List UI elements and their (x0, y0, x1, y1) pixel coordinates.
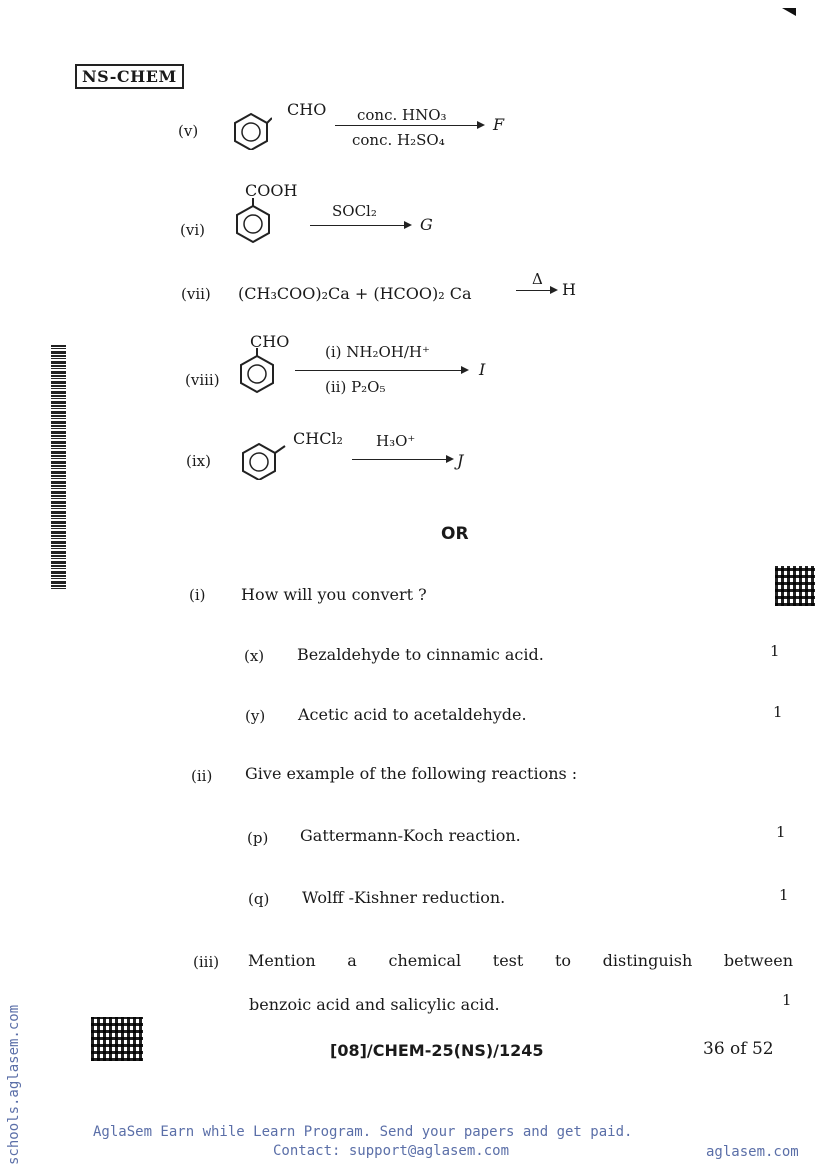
reaction-arrow (295, 370, 467, 371)
sub-question-number: (x) (244, 647, 265, 665)
reaction-number: (viii) (185, 371, 220, 389)
substituent-group: CHO (287, 100, 327, 119)
question-number: (i) (189, 586, 206, 604)
promo-line-1: AglaSem Earn while Learn Program. Send your papers and get paid. (93, 1124, 633, 1140)
product-label: H (562, 280, 576, 299)
sub-question-text: Gattermann-Koch reaction. (300, 826, 521, 845)
product-label: F (493, 115, 505, 134)
reagent-top: H₃O⁺ (376, 432, 416, 450)
sub-question-number: (p) (247, 829, 269, 847)
benzene-ring-icon (236, 348, 278, 394)
marks: 1 (773, 703, 783, 721)
promo-line-2: Contact: support@aglasem.com (273, 1143, 510, 1159)
reagent-top: SOCl₂ (332, 202, 377, 220)
marks: 1 (779, 886, 789, 904)
marks: 1 (782, 991, 792, 1009)
benzene-ring-icon (230, 110, 272, 150)
product-label: G (420, 215, 433, 234)
substituent-group: CHCl₂ (293, 429, 343, 448)
corner-mark (782, 8, 796, 16)
qr-code-icon (775, 566, 815, 606)
paper-code: [08]/CHEM-25(NS)/1245 (330, 1041, 544, 1060)
sub-question-number: (q) (248, 890, 270, 908)
reagent-top: (i) NH₂OH/H⁺ (325, 343, 430, 361)
marks: 1 (776, 823, 786, 841)
substituent-group: CHO (250, 332, 290, 351)
reaction-number: (vii) (181, 285, 211, 303)
marks: 1 (770, 642, 780, 660)
reagent-bottom: (ii) P₂O₅ (325, 378, 386, 396)
paper-tag: NS-CHEM (75, 64, 184, 89)
question-number: (ii) (191, 767, 213, 785)
reaction-number: (v) (178, 122, 199, 140)
reaction-arrow (335, 125, 483, 126)
reaction-number: (vi) (180, 221, 205, 239)
substituent-group: COOH (245, 181, 298, 200)
reaction-number: (ix) (186, 452, 211, 470)
reagent-top: conc. HNO₃ (357, 106, 447, 124)
sub-question-text: Acetic acid to acetaldehyde. (298, 705, 527, 724)
sub-question-text: Bezaldehyde to cinnamic acid. (297, 645, 544, 664)
benzene-ring-icon (232, 198, 274, 244)
sub-question-number: (y) (245, 707, 266, 725)
reagent-bottom: conc. H₂SO₄ (352, 131, 445, 149)
sub-question-text: Wolff -Kishner reduction. (302, 888, 506, 907)
page-number: 36 of 52 (703, 1039, 774, 1059)
reaction-arrow (310, 225, 410, 226)
side-watermark-url: schools.aglasem.com (6, 1004, 22, 1165)
reaction-arrow (516, 290, 556, 291)
reagent-top: Δ (532, 270, 543, 288)
product-label: I (479, 360, 486, 379)
qr-code-icon (91, 1017, 143, 1061)
site-link[interactable]: aglasem.com (706, 1144, 799, 1160)
question-text-line1: Mention a chemical test to distinguish between (248, 951, 793, 970)
question-text-line2: benzoic acid and salicylic acid. (249, 995, 500, 1014)
product-label: J (457, 451, 464, 470)
reactant-text: (CH₃COO)₂Ca + (HCOO)₂ Ca (238, 284, 472, 303)
side-barcode (51, 345, 66, 590)
benzene-ring-icon (238, 440, 288, 480)
or-divider: OR (441, 524, 469, 544)
reaction-arrow (352, 459, 452, 460)
question-number: (iii) (193, 953, 220, 971)
question-text: How will you convert ? (241, 585, 427, 604)
question-text: Give example of the following reactions : (245, 764, 578, 783)
